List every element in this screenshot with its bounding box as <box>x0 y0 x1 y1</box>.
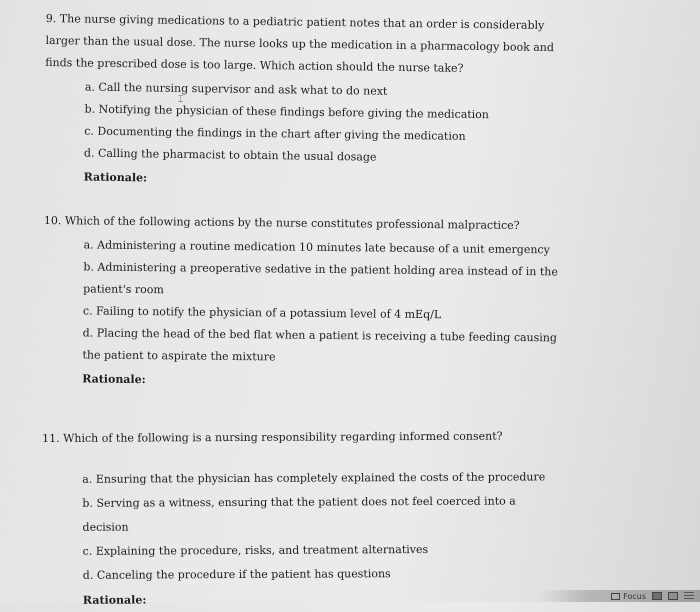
question-9 <box>43 8 565 195</box>
reader-icon[interactable] <box>668 592 678 600</box>
menu-icon[interactable] <box>684 592 694 600</box>
option-b: b. Serving as a witness, ensuring that the patient does not feel coerced into a decision <box>82 494 516 534</box>
rationale-label: Rationale: <box>82 372 146 387</box>
option-d: d. Canceling the procedure if the patient has questions <box>82 567 391 582</box>
question-10 <box>42 210 564 395</box>
option-b: b. Notifying the physician of these findings before giving the medication <box>84 102 490 122</box>
option-c: c. Explaining the procedure, risks, and treatment alternatives <box>82 542 429 558</box>
answer-options <box>82 234 563 371</box>
question-11 <box>42 425 563 612</box>
rationale-label: Rationale: <box>83 170 148 185</box>
option-d: d. Calling the pharmacist to obtain the usual dosage <box>83 146 377 164</box>
question-stem: 11. Which of the following is a nursing responsibility regarding informed consent? <box>42 429 503 445</box>
focus-button[interactable] <box>611 592 646 601</box>
answer-options <box>82 465 563 588</box>
option-d: d. Placing the head of the bed flat when a patient is receiving a tube feeding causing the patient to aspirate the mixture <box>82 326 558 364</box>
option-a: a. Ensuring that the physician has completely explained the costs of the procedure <box>82 470 546 486</box>
option-a: a. Administering a routine medication 10 minutes late because of a unit emergency <box>83 238 550 257</box>
focus-icon <box>611 593 620 600</box>
status-bar <box>540 590 700 602</box>
option-a: a. Call the nursing supervisor and ask what to do next <box>84 80 388 98</box>
text-cursor-icon: ⌶ <box>178 95 184 105</box>
focus-label: Focus <box>623 591 646 601</box>
question-stem: 9. The nurse giving medications to a pediatric patient notes that an order is considerably larger than the usual dose. The nurse looks up the medication in a pharmacology book and finds the prescribed dose is too large. Which action should the nurse take? <box>45 11 555 75</box>
option-c: c. Documenting the findings in the chart after giving the medication <box>84 124 466 143</box>
rationale-label: Rationale: <box>82 593 147 607</box>
layout-icon[interactable] <box>652 592 662 600</box>
option-b: b. Administering a preoperative sedative in the patient holding area instead of in the patient's room <box>83 260 558 297</box>
answer-options <box>84 77 565 172</box>
question-stem: 10. Which of the following actions by the nurse constitutes professional malpractice? <box>43 213 520 232</box>
option-c: c. Failing to notify the physician of a potassium level of 4 mEq/L <box>82 304 442 322</box>
